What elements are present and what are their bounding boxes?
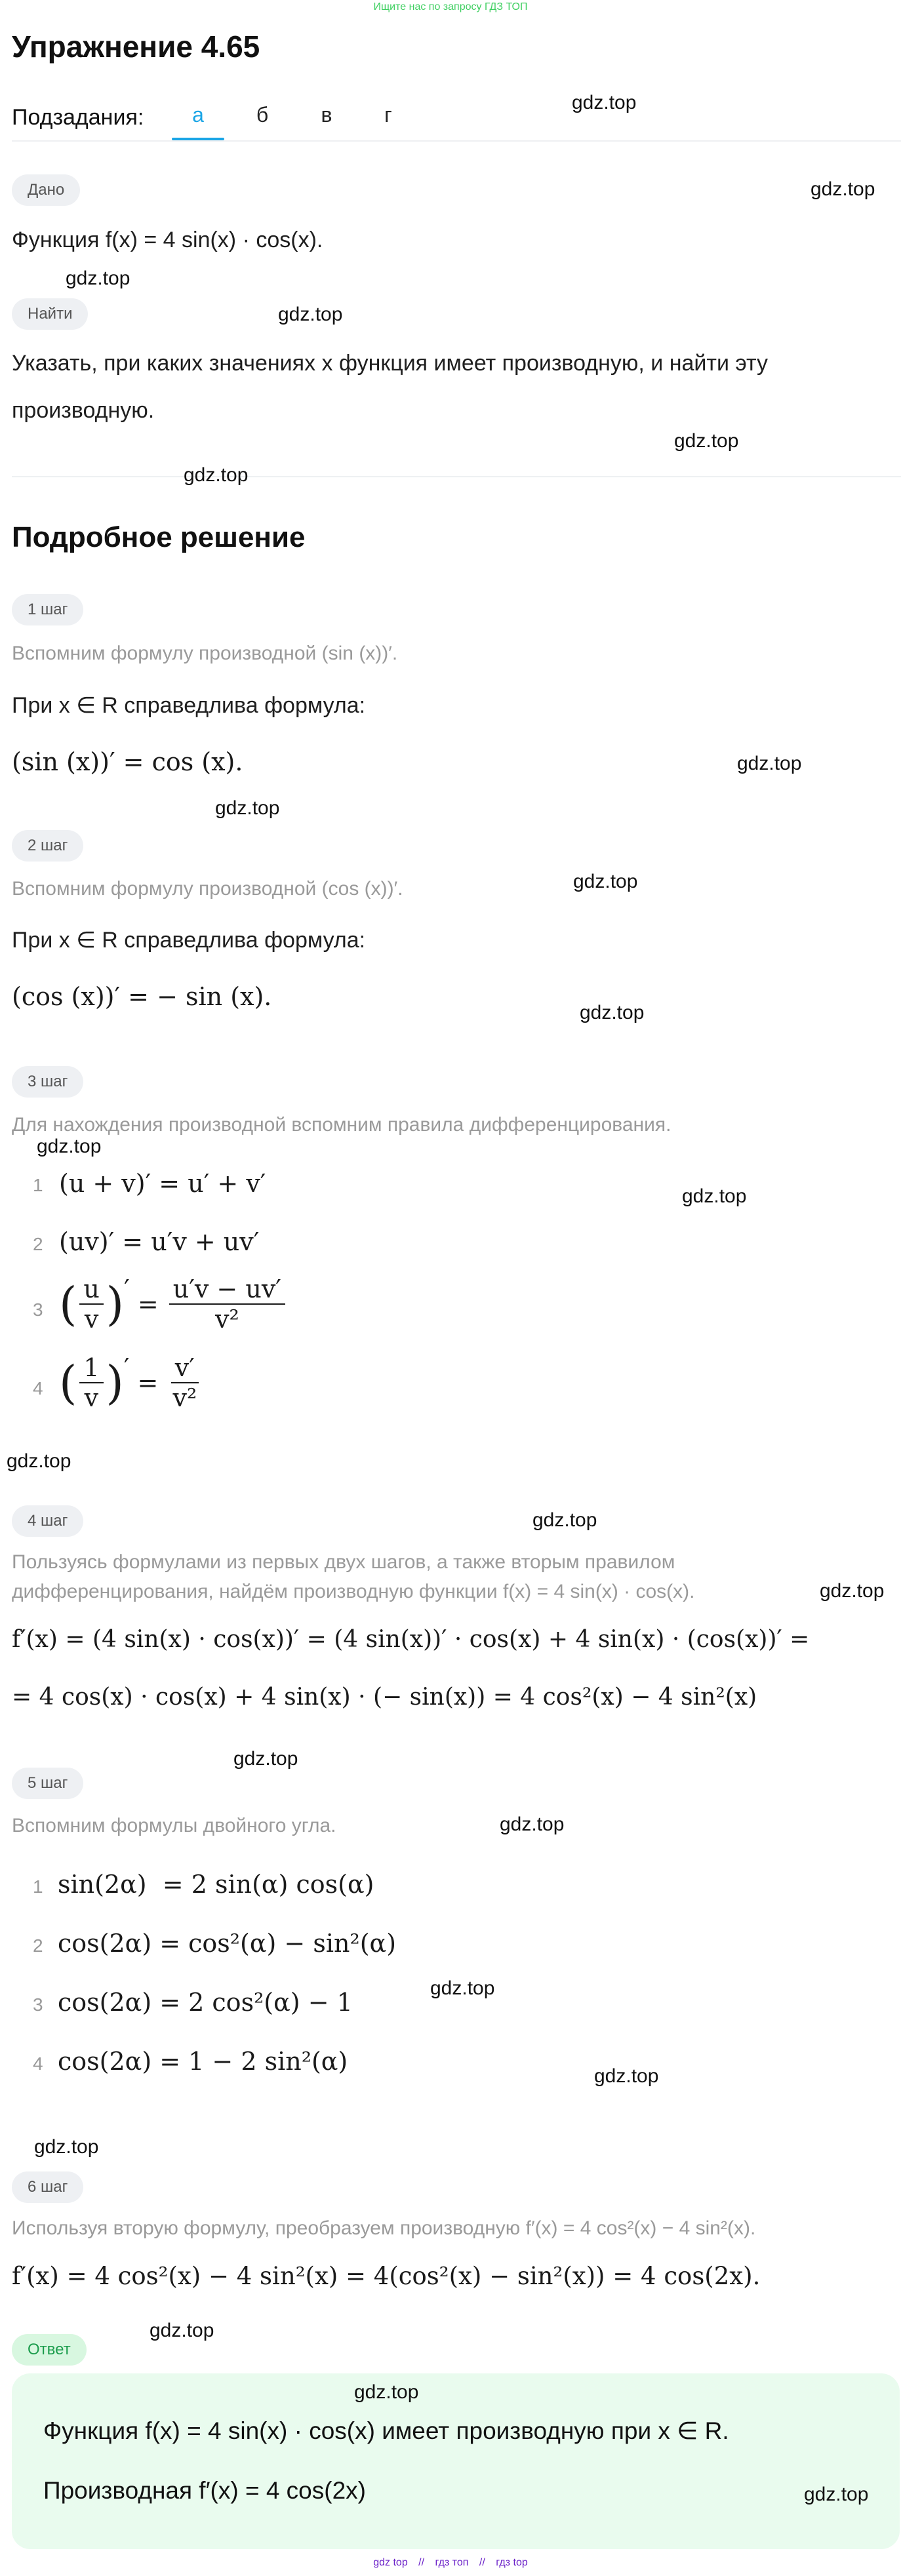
watermark: gdz.top bbox=[682, 1185, 747, 1207]
answer-line-1: Функция f(x) = 4 sin(x) · cos(x) имеет производную при x ∈ R. bbox=[43, 2417, 729, 2444]
rule-1-formula: (u + v)′ = u′ + v′ bbox=[59, 1169, 266, 1198]
step-6-note: Используя вторую формулу, преобразуем производную f′(x) = 4 cos²(x) − 4 sin²(x). bbox=[12, 2217, 756, 2239]
given-text: Функция f(x) = 4 sin(x) · cos(x). bbox=[12, 228, 323, 252]
rule-3-number: 3 bbox=[33, 1299, 43, 1320]
rule-4-v: v bbox=[84, 1383, 99, 1412]
solution-title: Подробное решение bbox=[12, 521, 306, 553]
watermark: gdz.top bbox=[573, 871, 638, 892]
answer-box bbox=[12, 2373, 900, 2549]
step-5-badge: 5 шаг bbox=[12, 1768, 83, 1799]
watermark: gdz.top bbox=[594, 2065, 659, 2087]
bottom-separator: // bbox=[418, 2557, 425, 2568]
watermark: gdz.top bbox=[430, 1977, 495, 1999]
step-5-note: Вспомним формулы двойного угла. bbox=[12, 1815, 336, 1836]
step-4-formula-line-2: = 4 cos(x) · cos(x) + 4 sin(x) · (− sin(x)) = 4 cos²(x) − 4 sin²(x) bbox=[12, 1684, 757, 1711]
step-4-note-line-1: Пользуясь формулами из первых двух шагов, а также вторым правилом bbox=[12, 1551, 675, 1573]
answer-badge: Ответ bbox=[12, 2334, 87, 2366]
step-1-note: Вспомним формулу производной (sin (x))′. bbox=[12, 643, 398, 664]
find-badge: Найти bbox=[12, 298, 88, 330]
tab-g[interactable]: г bbox=[384, 103, 392, 127]
watermark: gdz.top bbox=[354, 2381, 419, 2403]
double-angle-2-formula: cos(2α) = cos²(α) − sin²(α) bbox=[58, 1929, 397, 1958]
section-divider bbox=[12, 476, 901, 477]
watermark: gdz.top bbox=[804, 2484, 869, 2505]
double-angle-1-number: 1 bbox=[33, 1876, 43, 1897]
tab-v[interactable]: в bbox=[321, 103, 332, 127]
rule-4-equals: = bbox=[137, 1368, 159, 1397]
rule-2-number: 2 bbox=[33, 1234, 43, 1254]
rule-4-formula: ( $\frac{1}{v}$ )′ = $\frac{v'}{\text{v²}}$ bbox=[59, 1353, 203, 1412]
watermark: gdz.top bbox=[7, 1450, 71, 1472]
find-text-line-2: производную. bbox=[12, 398, 155, 423]
watermark: gdz.top bbox=[184, 464, 249, 486]
double-angle-2-number: 2 bbox=[33, 1935, 43, 1956]
tab-b[interactable]: б bbox=[256, 103, 269, 127]
watermark: gdz.top bbox=[572, 92, 637, 113]
step-3-note: Для нахождения производной вспомним правила дифференцирования. bbox=[12, 1114, 671, 1136]
step-6-formula: f′(x) = 4 cos²(x) − 4 sin²(x) = 4(cos²(x) − sin²(x)) = 4 cos(2x). bbox=[12, 2262, 761, 2290]
page-title: Упражнение 4.65 bbox=[12, 30, 260, 64]
subtasks-label: Подзадания: bbox=[12, 105, 144, 130]
step-4-badge: 4 шаг bbox=[12, 1505, 83, 1537]
rule-4-denominator: v² bbox=[172, 1383, 197, 1412]
step-1-badge: 1 шаг bbox=[12, 594, 83, 625]
step-1-formula: (sin (x))′ = cos (x). bbox=[12, 747, 243, 776]
rule-3-numerator: u′v − uv′ bbox=[169, 1275, 285, 1305]
rule-4-one: 1 bbox=[79, 1353, 103, 1383]
watermark: gdz.top bbox=[532, 1509, 597, 1531]
double-angle-3-formula: cos(2α) = 2 cos²(α) − 1 bbox=[58, 1988, 353, 2017]
watermark: gdz.top bbox=[737, 753, 802, 774]
step-2-note: Вспомним формулу производной (cos (x))′. bbox=[12, 878, 403, 900]
watermark: gdz.top bbox=[215, 797, 280, 819]
rule-3-denominator: v² bbox=[215, 1305, 239, 1334]
watermark: gdz.top bbox=[37, 1136, 102, 1157]
watermark: gdz.top bbox=[233, 1748, 298, 1770]
tab-a[interactable]: а bbox=[192, 103, 204, 127]
step-1-text: При x ∈ R справедлива формула: bbox=[12, 693, 366, 718]
bottom-separator: // bbox=[479, 2557, 485, 2568]
watermark: gdz.top bbox=[150, 2320, 214, 2341]
double-angle-1-formula: sin(2α) = 2 sin(α) cos(α) bbox=[58, 1870, 374, 1899]
watermark: gdz.top bbox=[820, 1580, 885, 1602]
double-angle-4-formula: cos(2α) = 1 − 2 sin²(α) bbox=[58, 2047, 348, 2076]
double-angle-4-number: 4 bbox=[33, 2053, 43, 2074]
bottom-link-gdz-top[interactable]: gdz top bbox=[373, 2557, 408, 2568]
bottom-link-gdz-top-ru[interactable]: гдз топ bbox=[435, 2557, 469, 2568]
find-text-line-1: Указать, при каких значениях x функция имеет производную, и найти эту bbox=[12, 351, 768, 376]
watermark: gdz.top bbox=[674, 430, 739, 452]
step-4-note-line-2: дифференцирования, найдём производную функции f(x) = 4 sin(x) · cos(x). bbox=[12, 1581, 695, 1602]
watermark: gdz.top bbox=[500, 1813, 565, 1835]
step-2-text: При x ∈ R справедлива формула: bbox=[12, 928, 366, 953]
rule-2-formula: (uv)′ = u′v + uv′ bbox=[59, 1227, 260, 1256]
top-banner[interactable]: Ищите нас по запросу ГДЗ ТОП bbox=[373, 1, 528, 12]
rule-1-number: 1 bbox=[33, 1175, 43, 1195]
step-4-formula-line-1: f′(x) = (4 sin(x) · cos(x))′ = (4 sin(x))′ · cos(x) + 4 sin(x) · (cos(x))′ = bbox=[12, 1626, 810, 1653]
watermark: gdz.top bbox=[278, 304, 343, 325]
bottom-banner[interactable] bbox=[0, 2557, 901, 2569]
step-2-formula: (cos (x))′ = − sin (x). bbox=[12, 982, 272, 1011]
rule-4-numerator: v′ bbox=[171, 1353, 199, 1383]
step-3-badge: 3 шаг bbox=[12, 1066, 83, 1098]
rule-3-equals: = bbox=[137, 1290, 159, 1318]
watermark: gdz.top bbox=[811, 178, 875, 200]
watermark: gdz.top bbox=[34, 2136, 99, 2158]
header-divider bbox=[12, 140, 901, 142]
watermark: gdz.top bbox=[580, 1002, 645, 1023]
step-2-badge: 2 шаг bbox=[12, 830, 83, 862]
double-angle-3-number: 3 bbox=[33, 1994, 43, 2015]
bottom-link-gdz-top-mixed[interactable]: гдз top bbox=[496, 2557, 528, 2568]
given-badge: Дано bbox=[12, 174, 80, 206]
rule-4-number: 4 bbox=[33, 1378, 43, 1398]
rule-3-formula: ( $\frac{u}{v}$ )′ = $\frac{u'v - uv'}{\text{v²}}$ bbox=[59, 1275, 288, 1334]
answer-line-2: Производная f′(x) = 4 cos(2x) bbox=[43, 2477, 366, 2504]
watermark: gdz.top bbox=[66, 268, 130, 289]
rule-3-u: u bbox=[79, 1275, 103, 1305]
step-6-badge: 6 шаг bbox=[12, 2171, 83, 2203]
rule-3-v: v bbox=[84, 1305, 99, 1334]
